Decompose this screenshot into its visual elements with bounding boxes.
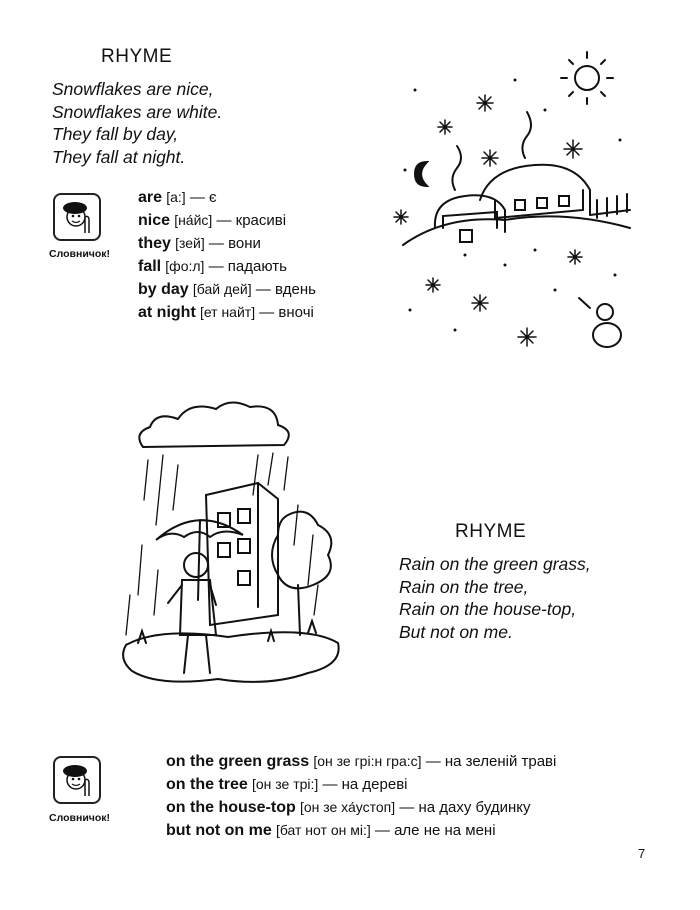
glossary-badge-label: Словничок! [49,812,111,824]
poem-line: Rain on the tree, [399,576,529,597]
vocab-list-bottom [166,750,556,842]
glossary-badge-icon [53,193,101,241]
poem-line: But not on me. [399,621,513,642]
snowflakes-poem [52,78,222,168]
vocab-item: by day [бай дей] — вдень [138,281,316,298]
glossary-badge-label: Словничок! [49,248,111,260]
poem-line: They fall at night. [52,146,186,167]
vocab-item: fall [фо:л] — падають [138,258,287,275]
glossary-badge-icon [53,756,101,804]
winter-house-illustration [385,50,640,360]
vocab-item: on the house-top [он зе ха́устоп] — на даху будинку [166,799,531,816]
poem-line: Snowflakes are white. [52,101,223,122]
rain-child-illustration [118,395,343,695]
vocab-item: at night [ет найт] — вночі [138,304,314,321]
rhyme-heading-top: RHYME [101,46,173,67]
vocab-item: on the tree [он зе трі:] — на дереві [166,776,408,793]
rhyme-heading-bottom: RHYME [455,521,527,542]
poem-line: They fall by day, [52,124,179,144]
vocab-item: on the green grass [он зе грі:н гра:с] — на зеленій траві [166,753,557,770]
boy-pointing-icon [55,758,99,802]
vocab-item: but not on me [бат нот он мі:] — але не на мені [166,822,496,839]
vocab-item: are [a:] — є [138,189,217,206]
rain-poem [399,553,591,643]
boy-pointing-icon [55,195,99,239]
vocab-item: nice [на́йс] — красиві [138,212,287,229]
page-number: 7 [638,846,646,861]
vocab-list-top [138,186,316,324]
poem-line: Snowflakes are nice, [52,79,214,99]
vocab-item: they [зей] — вони [138,235,261,252]
poem-line: Rain on the house-top, [399,599,577,619]
poem-line: Rain on the green grass, [399,554,591,574]
